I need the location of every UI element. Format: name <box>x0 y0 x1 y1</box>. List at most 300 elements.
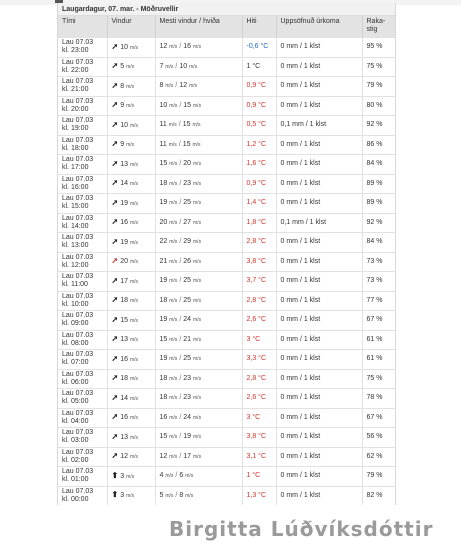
separator: / <box>179 316 182 324</box>
wind-cell <box>107 330 155 350</box>
table-row <box>58 116 395 136</box>
day-label: Lau 07.03 <box>62 331 94 339</box>
precipitation-cell: 0 mm / 1 klst <box>276 38 362 58</box>
day-label: Lau 07.03 <box>62 292 94 300</box>
table-row <box>58 155 395 175</box>
wind-unit: m/s <box>126 103 135 110</box>
humidity-cell: 80 % <box>362 96 395 116</box>
gust-unit: m/s <box>189 83 198 90</box>
wind-unit: m/s <box>129 44 139 51</box>
humidity-cell: 61 % <box>362 330 395 350</box>
wind-value: 16 <box>120 219 128 227</box>
header-wind[interactable]: Vindur <box>107 16 155 38</box>
gust-value: 23 <box>183 374 192 382</box>
temperature-cell: 1,4 °C <box>242 194 276 214</box>
wind-value: 10 <box>120 43 128 51</box>
max-wind-value: 21 <box>159 257 168 265</box>
wind-value: 8 <box>120 82 125 90</box>
wind-value: 13 <box>120 336 128 344</box>
day-label: Lau 07.03 <box>62 58 94 66</box>
gust-unit: m/s <box>193 278 202 285</box>
gust-unit: m/s <box>193 200 202 207</box>
max-wind-unit: m/s <box>169 317 178 324</box>
forecast-panel <box>57 3 396 505</box>
day-label: Lau 07.03 <box>62 487 94 495</box>
wind-unit: m/s <box>129 161 139 168</box>
gust-value: 24 <box>183 316 192 324</box>
precipitation-cell: 0 mm / 1 klst <box>276 486 362 505</box>
day-label: Lau 07.03 <box>62 214 94 222</box>
max-wind-unit: m/s <box>169 356 178 363</box>
forecast-rows <box>58 38 395 506</box>
max-wind-value: 10 <box>159 101 168 109</box>
max-wind-value: 4 <box>159 472 164 480</box>
wind-direction-arrow-icon: ➚ <box>111 334 119 344</box>
hour-label: kl. 19:00 <box>62 125 89 133</box>
wind-value: 9 <box>120 102 125 110</box>
gust-value: 23 <box>183 394 192 402</box>
wind-unit: m/s <box>129 298 139 305</box>
max-wind-value: 19 <box>159 277 168 285</box>
table-row <box>58 57 395 77</box>
max-wind-unit: m/s <box>169 434 178 441</box>
temperature-cell: 3,3 °C <box>242 350 276 370</box>
time-cell <box>58 330 107 350</box>
wind-cell <box>107 369 155 389</box>
separator: / <box>179 101 182 109</box>
hour-label: kl. 14:00 <box>62 222 89 230</box>
temperature-cell: -0,6 °C <box>242 38 276 58</box>
day-label: Lau 07.03 <box>62 351 94 359</box>
time-cell <box>58 272 107 292</box>
wind-cell <box>107 233 155 253</box>
separator: / <box>179 394 182 402</box>
separator: / <box>179 335 182 343</box>
wind-unit: m/s <box>129 239 139 246</box>
precipitation-cell: 0 mm / 1 klst <box>276 389 362 409</box>
gust-unit: m/s <box>193 219 202 226</box>
separator: / <box>179 296 182 304</box>
wind-unit: m/s <box>129 317 139 324</box>
forecast-table <box>58 16 395 505</box>
temperature-cell: 2,6 °C <box>242 311 276 331</box>
wind-value: 9 <box>120 141 125 149</box>
precipitation-cell: 0 mm / 1 klst <box>276 174 362 194</box>
temperature-cell: 0,9 °C <box>242 77 276 97</box>
precipitation-cell: 0 mm / 1 klst <box>276 350 362 370</box>
max-wind-cell <box>155 77 242 97</box>
hour-label: kl. 00:00 <box>62 495 89 503</box>
time-cell <box>58 350 107 370</box>
max-wind-cell <box>155 350 242 370</box>
wind-unit: m/s <box>126 64 135 71</box>
wind-direction-arrow-icon: ➚ <box>111 41 119 51</box>
wind-unit: m/s <box>129 278 139 285</box>
max-wind-cell <box>155 174 242 194</box>
table-row <box>58 174 395 194</box>
max-wind-value: 18 <box>159 394 168 402</box>
precipitation-cell: 0 mm / 1 klst <box>276 311 362 331</box>
day-label: Lau 07.03 <box>62 429 94 437</box>
table-row <box>58 272 395 292</box>
wind-direction-arrow-icon: ➚ <box>111 392 119 402</box>
gust-unit: m/s <box>193 336 202 343</box>
table-row <box>58 233 395 253</box>
wind-cell <box>107 194 155 214</box>
gust-value: 23 <box>183 179 192 187</box>
hour-label: kl. 15:00 <box>62 203 89 211</box>
gust-value: 15 <box>182 140 191 148</box>
day-label: Lau 07.03 <box>62 175 94 183</box>
table-row <box>58 447 395 467</box>
wind-value: 15 <box>120 316 128 324</box>
wind-cell <box>107 447 155 467</box>
humidity-cell: 95 % <box>362 38 395 58</box>
table-row <box>58 77 395 97</box>
gust-value: 29 <box>183 238 192 246</box>
time-cell <box>58 408 107 428</box>
humidity-cell: 62 % <box>362 447 395 467</box>
max-wind-value: 18 <box>159 296 168 304</box>
wind-direction-arrow-icon: ➚ <box>111 451 119 461</box>
wind-cell <box>107 135 155 155</box>
wind-unit: m/s <box>126 473 135 480</box>
separator: / <box>179 257 182 265</box>
max-wind-unit: m/s <box>169 161 178 168</box>
separator: / <box>178 140 181 148</box>
header-time[interactable]: Tími <box>58 16 107 38</box>
temperature-cell: 1,3 °C <box>242 486 276 505</box>
max-wind-value: 15 <box>159 160 168 168</box>
table-row <box>58 408 395 428</box>
wind-value: 13 <box>120 433 128 441</box>
time-cell <box>58 213 107 233</box>
wind-direction-arrow-icon: ➚ <box>111 80 119 90</box>
hour-label: kl. 16:00 <box>62 183 89 191</box>
max-wind-cell <box>155 330 242 350</box>
wind-value: 3 <box>120 472 125 480</box>
wind-cell <box>107 96 155 116</box>
separator: / <box>175 62 178 70</box>
table-row <box>58 389 395 409</box>
separator: / <box>175 472 178 480</box>
time-cell <box>58 486 107 505</box>
gust-unit: m/s <box>193 434 202 441</box>
time-cell <box>58 96 107 116</box>
wind-unit: m/s <box>129 337 139 344</box>
max-wind-value: 12 <box>159 452 168 460</box>
humidity-cell: 73 % <box>362 272 395 292</box>
time-cell <box>58 428 107 448</box>
day-label: Lau 07.03 <box>62 97 94 105</box>
time-cell <box>58 38 107 58</box>
max-wind-cell <box>155 155 242 175</box>
temperature-cell: 0,9 °C <box>242 174 276 194</box>
table-row <box>58 467 395 487</box>
max-wind-value: 11 <box>159 140 167 148</box>
day-label: Lau 07.03 <box>62 39 94 47</box>
max-wind-value: 12 <box>159 43 168 51</box>
gust-unit: m/s <box>189 63 198 70</box>
max-wind-value: 5 <box>159 491 164 499</box>
forecast-title: Laugardagur, 07. mar. - Möðruvellir <box>58 3 395 16</box>
gust-unit: m/s <box>192 141 201 148</box>
max-wind-cell <box>155 38 242 58</box>
wind-cell <box>107 174 155 194</box>
temperature-cell: 3 °C <box>242 330 276 350</box>
table-row <box>58 135 395 155</box>
humidity-cell: 92 % <box>362 213 395 233</box>
wind-direction-arrow-icon: ➚ <box>111 412 119 422</box>
wind-value: 16 <box>120 355 128 363</box>
max-wind-cell <box>155 272 242 292</box>
max-wind-value: 11 <box>159 121 167 129</box>
gust-unit: m/s <box>193 180 202 187</box>
separator: / <box>179 277 182 285</box>
temperature-cell: 2,8 °C <box>242 233 276 253</box>
max-wind-unit: m/s <box>168 122 177 129</box>
gust-unit: m/s <box>193 102 202 109</box>
precipitation-cell: 0 mm / 1 klst <box>276 291 362 311</box>
temperature-cell: 0,9 °C <box>242 96 276 116</box>
time-cell <box>58 194 107 214</box>
separator: / <box>179 199 182 207</box>
max-wind-value: 15 <box>159 335 168 343</box>
wind-direction-arrow-icon: ➚ <box>111 431 119 441</box>
max-wind-value: 19 <box>159 316 168 324</box>
humidity-cell: 75 % <box>362 369 395 389</box>
max-wind-unit: m/s <box>169 375 178 382</box>
max-wind-unit: m/s <box>169 278 178 285</box>
wind-unit: m/s <box>129 200 139 207</box>
wind-value: 16 <box>120 414 128 422</box>
gust-unit: m/s <box>193 239 202 246</box>
table-row <box>58 213 395 233</box>
wind-cell <box>107 486 155 505</box>
max-wind-cell <box>155 194 242 214</box>
humidity-cell: 61 % <box>362 350 395 370</box>
gust-unit: m/s <box>185 473 194 480</box>
humidity-cell: 67 % <box>362 408 395 428</box>
day-label: Lau 07.03 <box>62 468 94 476</box>
max-wind-cell <box>155 57 242 77</box>
wind-cell <box>107 291 155 311</box>
max-wind-value: 18 <box>159 179 168 187</box>
hour-label: kl. 11:00 <box>62 281 88 289</box>
humidity-cell: 56 % <box>362 428 395 448</box>
humidity-cell: 84 % <box>362 155 395 175</box>
wind-cell <box>107 116 155 136</box>
hour-label: kl. 10:00 <box>62 300 89 308</box>
wind-unit: m/s <box>129 259 139 266</box>
precipitation-cell: 0 mm / 1 klst <box>276 428 362 448</box>
temperature-cell: 1,2 °C <box>242 135 276 155</box>
max-wind-value: 19 <box>159 355 168 363</box>
wind-cell <box>107 38 155 58</box>
separator: / <box>179 452 182 460</box>
table-row <box>58 330 395 350</box>
wind-value: 17 <box>120 277 128 285</box>
wind-value: 5 <box>120 63 125 71</box>
humidity-cell: 86 % <box>362 135 395 155</box>
gust-unit: m/s <box>193 258 202 265</box>
day-label: Lau 07.03 <box>62 136 94 144</box>
day-label: Lau 07.03 <box>62 78 94 86</box>
wind-direction-arrow-icon: ➚ <box>111 373 119 383</box>
separator: / <box>179 238 182 246</box>
gust-value: 24 <box>183 413 192 421</box>
gust-value: 15 <box>183 101 192 109</box>
max-wind-value: 16 <box>159 413 168 421</box>
header-max-wind[interactable]: Mesti vindur / hviða <box>155 16 242 38</box>
gust-unit: m/s <box>192 122 201 129</box>
temperature-cell: 2,8 °C <box>242 369 276 389</box>
max-wind-unit: m/s <box>165 492 174 499</box>
max-wind-unit: m/s <box>169 219 178 226</box>
day-label: Lau 07.03 <box>62 448 94 456</box>
max-wind-cell <box>155 408 242 428</box>
max-wind-value: 22 <box>159 238 168 246</box>
humidity-cell: 73 % <box>362 252 395 272</box>
table-row <box>58 194 395 214</box>
wind-direction-arrow-icon: ➚ <box>111 217 119 227</box>
precipitation-cell: 0 mm / 1 klst <box>276 408 362 428</box>
wind-cell <box>107 467 155 487</box>
temperature-cell: 3,1 °C <box>242 447 276 467</box>
wind-unit: m/s <box>126 493 135 500</box>
wind-direction-arrow-icon: ➚ <box>111 119 119 129</box>
max-wind-unit: m/s <box>169 453 178 460</box>
hour-label: kl. 18:00 <box>62 144 89 152</box>
temperature-cell: 2,8 °C <box>242 291 276 311</box>
day-label: Lau 07.03 <box>62 195 94 203</box>
gust-value: 25 <box>183 277 192 285</box>
hour-label: kl. 03:00 <box>62 437 89 445</box>
gust-value: 19 <box>183 433 192 441</box>
time-cell <box>58 447 107 467</box>
wind-value: 14 <box>120 394 128 402</box>
wind-cell <box>107 272 155 292</box>
day-label: Lau 07.03 <box>62 312 94 320</box>
wind-value: 20 <box>120 258 128 266</box>
max-wind-cell <box>155 389 242 409</box>
separator: / <box>179 43 182 51</box>
gust-unit: m/s <box>193 317 202 324</box>
hour-label: kl. 05:00 <box>62 398 89 406</box>
wind-direction-arrow-icon: ➚ <box>111 197 119 207</box>
gust-value: 8 <box>179 491 184 499</box>
wind-direction-arrow-icon: ➚ <box>111 139 119 149</box>
time-cell <box>58 369 107 389</box>
precipitation-cell: 0 mm / 1 klst <box>276 252 362 272</box>
time-cell <box>58 467 107 487</box>
time-cell <box>58 155 107 175</box>
wind-direction-arrow-icon: ➚ <box>111 314 119 324</box>
table-row <box>58 428 395 448</box>
max-wind-cell <box>155 135 242 155</box>
wind-cell <box>107 57 155 77</box>
temperature-cell: 1 °C <box>242 467 276 487</box>
wind-value: 12 <box>120 453 128 461</box>
wind-cell <box>107 408 155 428</box>
max-wind-unit: m/s <box>169 200 178 207</box>
watermark-text: Birgitta Lúðvíksdóttir <box>169 517 434 541</box>
wind-unit: m/s <box>126 142 135 149</box>
separator: / <box>179 179 182 187</box>
gust-value: 6 <box>179 472 184 480</box>
gust-unit: m/s <box>193 414 202 421</box>
wind-direction-arrow-icon: ➚ <box>111 178 119 188</box>
time-cell <box>58 291 107 311</box>
day-label: Lau 07.03 <box>62 253 94 261</box>
max-wind-unit: m/s <box>165 83 174 90</box>
max-wind-cell <box>155 467 242 487</box>
day-label: Lau 07.03 <box>62 117 94 125</box>
wind-cell <box>107 77 155 97</box>
header-temp[interactable]: Hiti <box>242 16 276 38</box>
wind-direction-arrow-icon: ⬆ <box>111 470 119 480</box>
humidity-cell: 79 % <box>362 77 395 97</box>
precipitation-cell: 0 mm / 1 klst <box>276 272 362 292</box>
humidity-cell: 92 % <box>362 116 395 136</box>
max-wind-unit: m/s <box>169 180 178 187</box>
hour-label: kl. 13:00 <box>62 242 89 250</box>
gust-value: 21 <box>183 335 192 343</box>
max-wind-unit: m/s <box>165 63 174 70</box>
table-row <box>58 486 395 505</box>
temperature-cell: 1,6 °C <box>242 155 276 175</box>
time-cell <box>58 57 107 77</box>
time-cell <box>58 252 107 272</box>
max-wind-value: 20 <box>159 218 168 226</box>
humidity-cell: 67 % <box>362 311 395 331</box>
max-wind-cell <box>155 252 242 272</box>
gust-unit: m/s <box>193 395 202 402</box>
day-label: Lau 07.03 <box>62 234 94 242</box>
precipitation-cell: 0 mm / 1 klst <box>276 135 362 155</box>
wind-value: 19 <box>120 238 128 246</box>
precipitation-cell: 0,1 mm / 1 klst <box>276 116 362 136</box>
separator: / <box>179 218 182 226</box>
time-cell <box>58 233 107 253</box>
header-precip[interactable]: Uppsöfnuð úrkoma <box>276 16 362 38</box>
max-wind-cell <box>155 428 242 448</box>
max-wind-cell <box>155 486 242 505</box>
max-wind-unit: m/s <box>169 414 178 421</box>
wind-unit: m/s <box>129 454 139 461</box>
separator: / <box>179 160 182 168</box>
hour-label: kl. 21:00 <box>62 86 89 94</box>
wind-direction-arrow-icon: ⬆ <box>111 490 119 500</box>
gust-value: 10 <box>179 62 188 70</box>
table-header-row <box>58 16 395 38</box>
wind-direction-arrow-icon: ➚ <box>111 295 119 305</box>
wind-direction-arrow-icon: ➚ <box>111 100 119 110</box>
table-row <box>58 291 395 311</box>
gust-unit: m/s <box>193 356 202 363</box>
gust-value: 25 <box>183 355 192 363</box>
table-row <box>58 311 395 331</box>
wind-direction-arrow-icon: ➚ <box>111 275 119 285</box>
header-humidity[interactable]: Raka-stig <box>362 16 395 38</box>
wind-unit: m/s <box>129 356 139 363</box>
hour-label: kl. 17:00 <box>62 164 89 172</box>
hour-label: kl. 12:00 <box>62 261 89 269</box>
hour-label: kl. 20:00 <box>62 105 89 113</box>
time-cell <box>58 311 107 331</box>
hour-label: kl. 04:00 <box>62 417 89 425</box>
humidity-cell: 78 % <box>362 389 395 409</box>
